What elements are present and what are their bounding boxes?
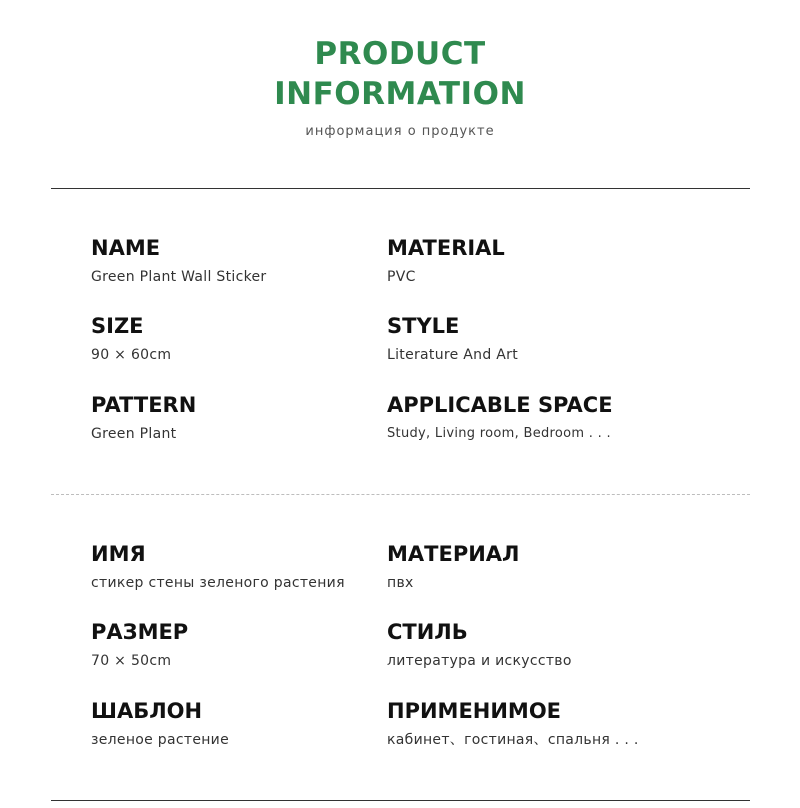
material-value: PVC xyxy=(387,269,416,285)
applicable-space-value: Study, Living room, Bedroom . . . xyxy=(387,426,611,441)
name-value: Green Plant Wall Sticker xyxy=(91,269,267,285)
section-divider xyxy=(51,494,750,495)
name-label-ru: ИМЯ xyxy=(91,542,146,566)
applicable-space-field-ru xyxy=(387,698,639,749)
applicable-space-field xyxy=(387,392,613,443)
pattern-label-ru: ШАБЛОН xyxy=(91,699,203,723)
style-field xyxy=(387,313,518,364)
style-value-ru: литература и искусство xyxy=(387,653,572,669)
page-title-line-2: INFORMATION xyxy=(274,76,526,112)
style-value: Literature And Art xyxy=(387,347,519,363)
size-value: 90 × 60cm xyxy=(91,347,172,363)
name-label: NAME xyxy=(91,236,161,260)
name-field xyxy=(91,235,266,286)
page-title-line-1: PRODUCT xyxy=(314,36,486,72)
bottom-divider xyxy=(51,800,750,801)
name-field-ru xyxy=(91,541,345,592)
name-value-ru: стикер стены зеленого растения xyxy=(91,575,345,591)
style-label-ru: СТИЛЬ xyxy=(387,620,468,644)
applicable-space-label: APPLICABLE SPACE xyxy=(387,393,613,417)
style-field-ru xyxy=(387,619,572,670)
page-subtitle: информация о продукте xyxy=(305,124,495,139)
pattern-value-ru: зеленое растение xyxy=(91,732,229,748)
pattern-field-ru xyxy=(91,698,229,749)
applicable-space-label-ru: ПРИМЕНИМОЕ xyxy=(387,699,562,723)
material-label: MATERIAL xyxy=(387,236,505,260)
size-field xyxy=(91,313,171,364)
pattern-label: PATTERN xyxy=(91,393,197,417)
style-label: STYLE xyxy=(387,314,460,338)
applicable-space-value-ru: кабинет、гостиная、спальня . . . xyxy=(387,732,639,748)
size-value-ru: 70 × 50cm xyxy=(91,653,172,669)
material-label-ru: МАТЕРИАЛ xyxy=(387,542,520,566)
header xyxy=(0,34,800,139)
material-field-ru xyxy=(387,541,519,592)
size-label-ru: РАЗМЕР xyxy=(91,620,189,644)
size-label: SIZE xyxy=(91,314,144,338)
pattern-value: Green Plant xyxy=(91,426,177,442)
material-field xyxy=(387,235,505,286)
material-value-ru: пвх xyxy=(387,575,414,591)
pattern-field xyxy=(91,392,196,443)
top-divider xyxy=(51,188,750,189)
size-field-ru xyxy=(91,619,188,670)
